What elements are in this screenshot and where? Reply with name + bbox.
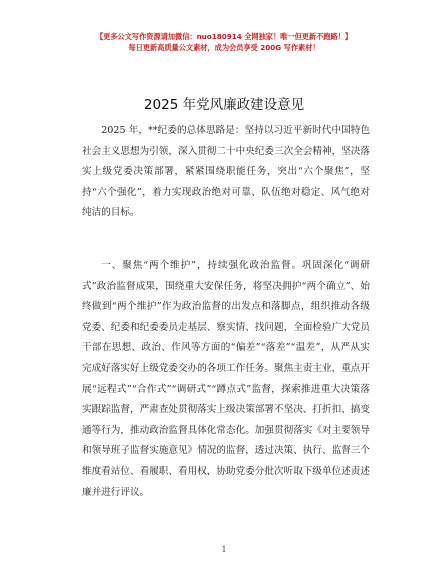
page-number: 1 <box>221 545 227 554</box>
promo-banner-line-1: 【更多公文写作资源请加微信：nuo180914 全网独家！唯一但更新不跑路！】 <box>95 32 353 41</box>
promo-banner-line-2: 每日更新高质量公文素材，成为会员享受 200G 写作素材！ <box>128 43 320 52</box>
paragraph-political-supervision: 一、聚焦“两个维护”，持续强化政治监督。巩固深化“调研式”政治监督成果，围绕重大安保任务，将坚决拥护“两个确立”、始终做到“两个维护”作为政治监督的出发点和落脚点，组织推动各级党委、纪委和纪委委员走基层、察实情、找问题，全面检验广大党员干部在思想、政治、作风等方面的“偏差”“落差”“温差”，从严从实完成好落实好上级党委交办的各项工作任务。聚焦主责主业，重点开展“远程式”“合作式”“调研式”“蹲点式”监督，探索推进重大决策落实跟踪监督，严肃查处贯彻落实上级决策部署不坚决、打折扣、搞变通等行为，推动政治监督具体化常态化。加强贯彻落实《对主要领导和领导班子监督实施意见》情况的监督，透过决策、执行、监督三个维度看站位、看履职、看用权，协助党委分批次听取下级单位述责述廉并进行评议。 <box>82 260 370 498</box>
document-title: 2025 年党风廉政建设意见 <box>143 97 305 113</box>
paragraph-intro: 2025 年，**纪委的总体思路是：坚持以习近平新时代中国特色社会主义思想为引领，深入贯彻二十中央纪委三次全会精神，坚决落实上级党委决策部署，紧紧围绕职能任务，突出“六个聚焦”，坚持“六个强化”，着力实现政治绝对可靠、队伍绝对稳定、风气绝对纯洁的目标。 <box>82 125 370 219</box>
